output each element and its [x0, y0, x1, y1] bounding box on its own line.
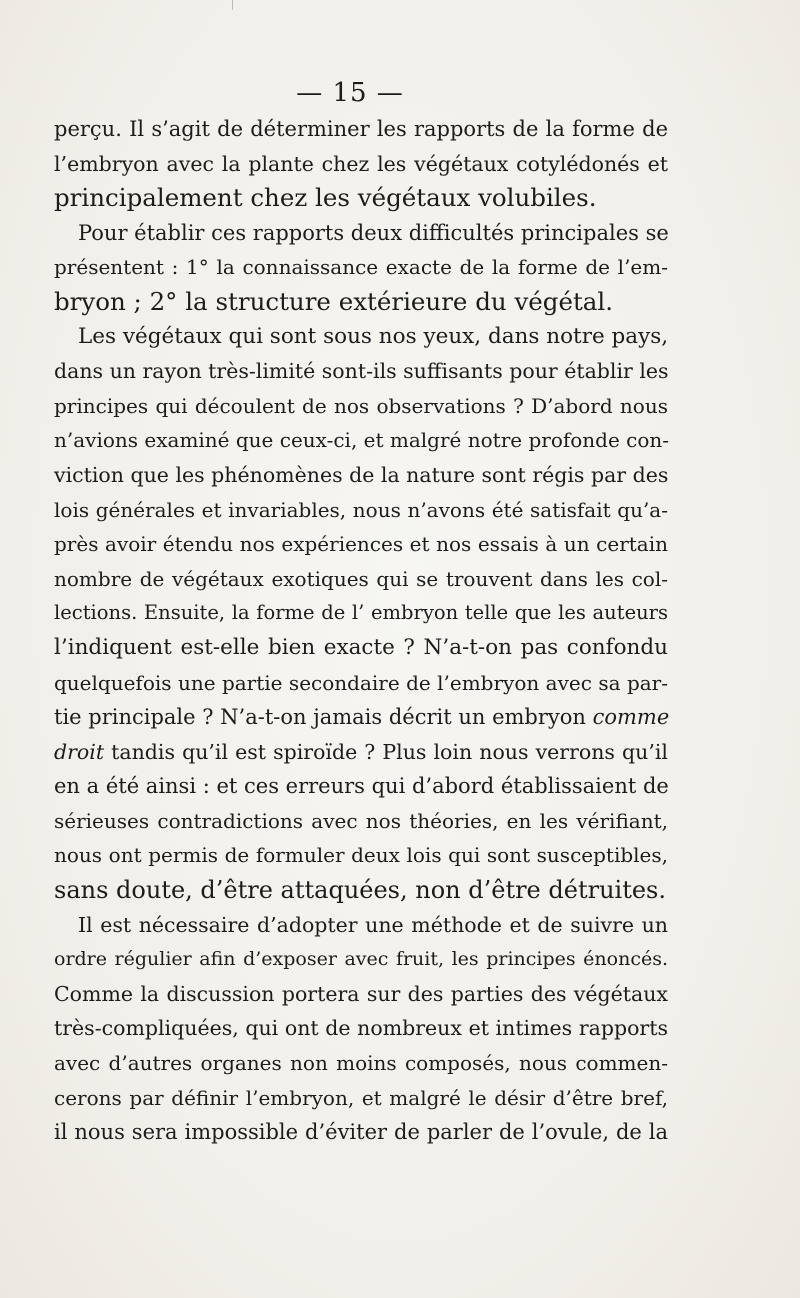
text-line: principes qui découlent de nos observations ? D’abord nous — [54, 393, 668, 418]
text-line — [54, 700, 668, 735]
text-line: sans doute, d’être attaquées, non d’être détruites. — [54, 876, 666, 905]
text-line: Pour établir ces rapports deux difficultés principales se — [78, 220, 669, 245]
italic-text: comme — [592, 705, 670, 730]
text-line: en a été ainsi : et ces erreurs qui d’abord établissaient de — [54, 774, 669, 799]
text-line: lois générales et invariables, nous n’avons été satisfait qu’a- — [54, 497, 668, 522]
text-line: il nous sera impossible d’éviter de parler de l’ovule, de la — [54, 1120, 668, 1145]
text-line: cerons par définir l’embryon, et malgré le désir d’être bref, — [54, 1085, 668, 1110]
text-line: très-compliquées, qui ont de nombreux et intimes rapports — [54, 1016, 668, 1041]
text-line: dans un rayon très-limité sont-ils suffisants pour établir les — [54, 359, 669, 384]
text-span: tandis qu’il est spiroïde ? Plus loin nous verrons qu’il — [104, 739, 668, 764]
text-line: Les végétaux qui sont sous nos yeux, dans notre pays, — [78, 323, 669, 349]
text-line: ordre régulier afin d’exposer avec fruit, les principes énoncés. — [54, 948, 668, 971]
text-line: principalement chez les végétaux volubiles. — [54, 183, 597, 213]
text-line: Comme la discussion portera sur des parties des végétaux — [54, 981, 668, 1006]
italic-text: droit — [54, 739, 105, 764]
text-line: perçu. Il s’agit de déterminer les rapports de la forme de — [54, 117, 668, 141]
text-line: sérieuses contradictions avec nos théories, en les vérifiant, — [54, 808, 668, 833]
text-line: Il est nécessaire d’adopter une méthode et de suivre un — [78, 912, 668, 937]
text-line: présentent : 1° la connaissance exacte de la forme de l’em- — [54, 255, 668, 280]
text-span: tie principale ? N’a-t-on jamais décrit un embryon — [54, 705, 593, 730]
text-line: nous ont permis de formuler deux lois qui sont susceptibles, — [54, 843, 668, 868]
text-line — [54, 735, 668, 770]
text-line: avec d’autres organes non moins composés, nous commen- — [54, 1051, 668, 1076]
text-line: quelquefois une partie secondaire de l’embryon avec sa par- — [54, 670, 668, 695]
page-number: — 15 — — [296, 78, 404, 108]
text-line: lections. Ensuite, la forme de l’ embryon telle que les auteurs — [54, 601, 668, 625]
body-text — [54, 112, 668, 1150]
text-line: l’embryon avec la plante chez les végétaux cotylédonés et — [54, 151, 668, 176]
text-line: n’avions examiné que ceux-ci, et malgré notre profonde con- — [54, 428, 670, 453]
text-line: l’indiquent est-elle bien exacte ? N’a-t-on pas confondu — [54, 634, 668, 660]
text-line: bryon ; 2° la structure extérieure du végétal. — [54, 286, 614, 316]
text-line: nombre de végétaux exotiques qui se trouvent dans les col- — [54, 566, 668, 591]
text-line: près avoir étendu nos expériences et nos essais à un certain — [54, 532, 668, 557]
paper-mark — [232, 0, 233, 10]
text-line: viction que les phénomènes de la nature sont régis par des — [54, 462, 669, 487]
